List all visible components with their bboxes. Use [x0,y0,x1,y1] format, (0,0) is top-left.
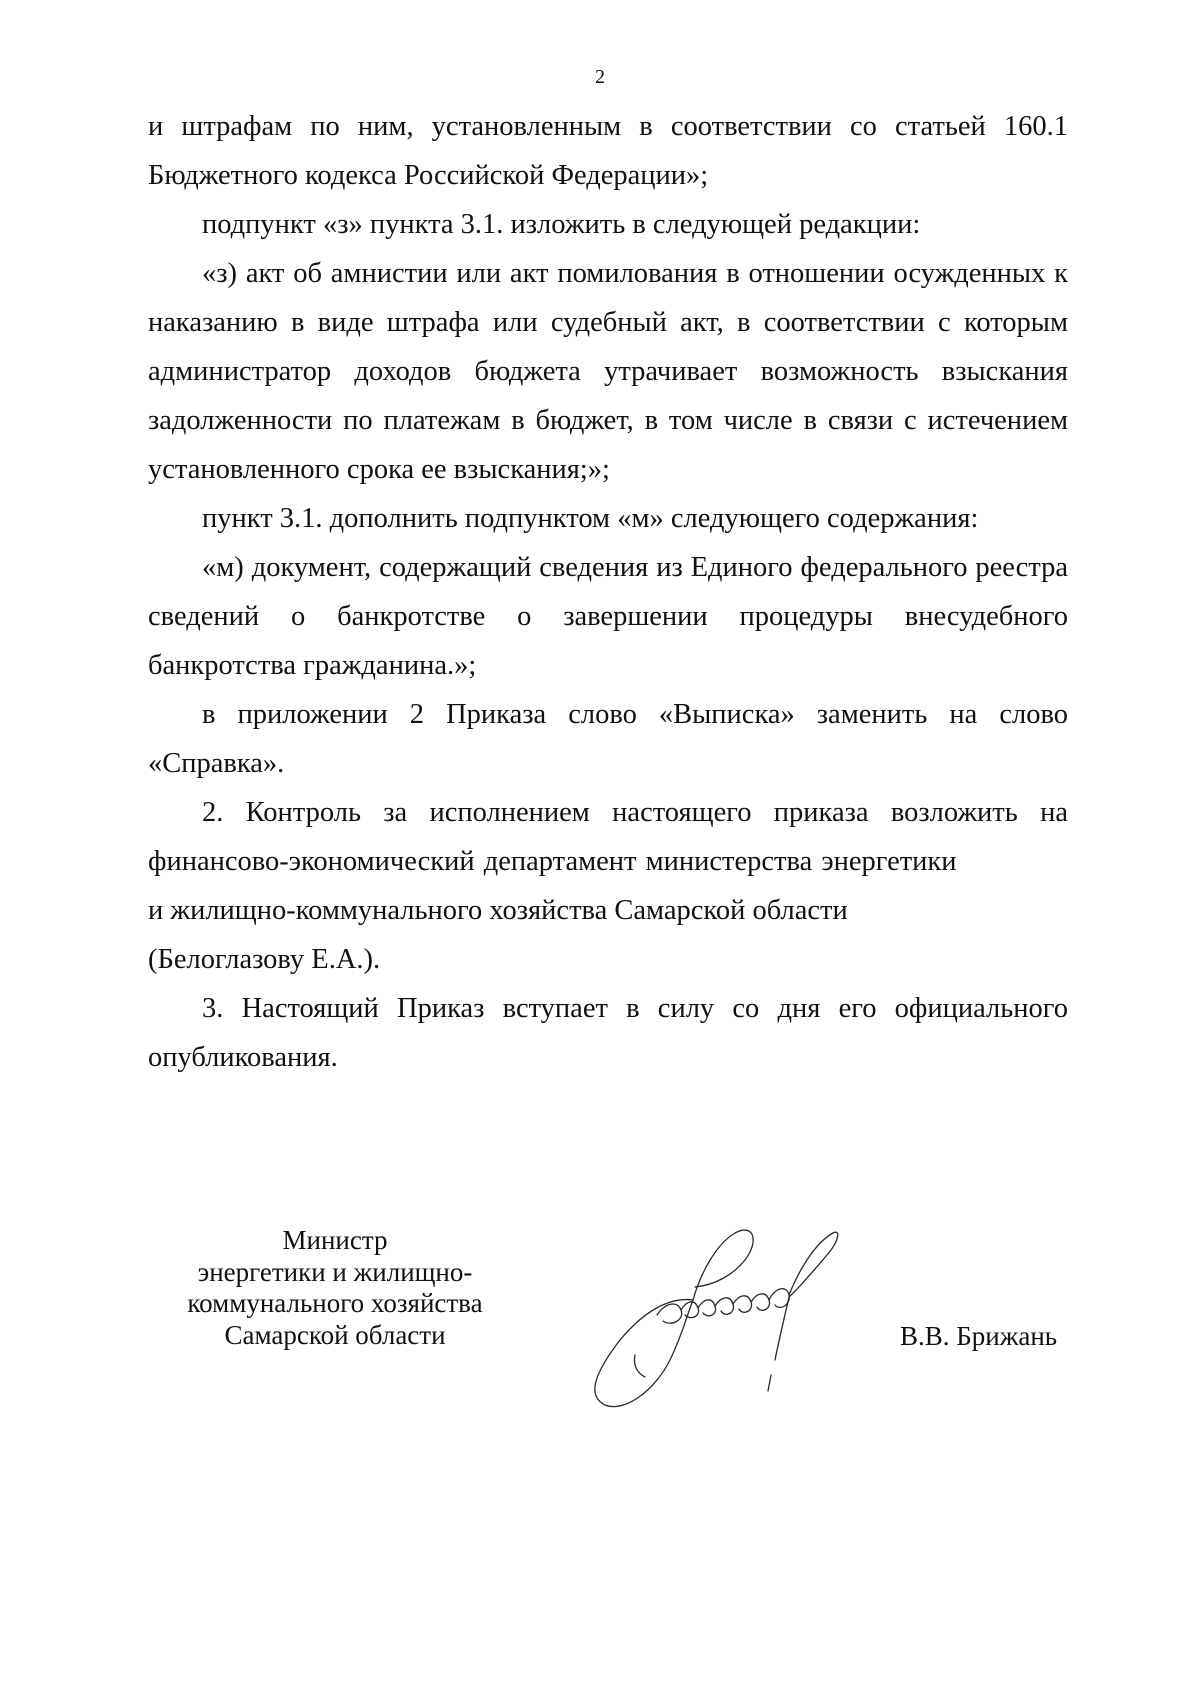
paragraph: пункт 3.1. дополнить подпунктом «м» следующего содержания: [202,503,979,534]
paragraph: подпункт «з» пункта 3.1. изложить в следующей редакции: [202,209,921,240]
signer-position [165,1225,505,1351]
paragraph: и жилищно-коммунального хозяйства Самарской области [148,895,848,926]
signer-position-line: энергетики и жилищно- [197,1256,473,1287]
paragraph: 2. Контроль за исполнением настоящего приказа возложить на финансово-экономический департамент министерства энергетики [148,797,1068,877]
page-number: 2 [595,66,605,88]
signer-position-line: Министр [282,1225,388,1255]
signer-position-line: Самарской области [224,1319,446,1350]
paragraph: (Белоглазову Е.А.). [148,944,381,975]
paragraph: 3. Настоящий Приказ вступает в силу со дня его официального опубликования. [148,993,1068,1073]
paragraph: «з) акт об амнистии или акт помилования в отношении осужденных к наказанию в виде штрафа или судебный акт, в соответствии с которым администратор доходов бюджета утрачивает возможность взыскания задолженности по платежам в бюджет, в том числе в связи с истечением установленного срока ее взыскания;»; [148,258,1068,485]
signer-name: В.В. Брижань [900,1321,1058,1351]
signature-icon [575,1215,915,1425]
paragraph: «м) документ, содержащий сведения из Единого федерального реестра сведений о банкротстве о завершении процедуры внесудебного банкротства гражданина.»; [148,552,1068,681]
signature-block [0,1225,1200,1425]
paragraph: в приложении 2 Приказа слово «Выписка» заменить на слово «Справка». [148,699,1068,779]
document-body [148,102,1068,1082]
paragraph: и штрафам по ним, установленным в соответствии со статьей 160.1 Бюджетного кодекса Российской Федерации»; [148,111,1068,191]
signer-position-line: коммунального хозяйства [187,1288,483,1318]
